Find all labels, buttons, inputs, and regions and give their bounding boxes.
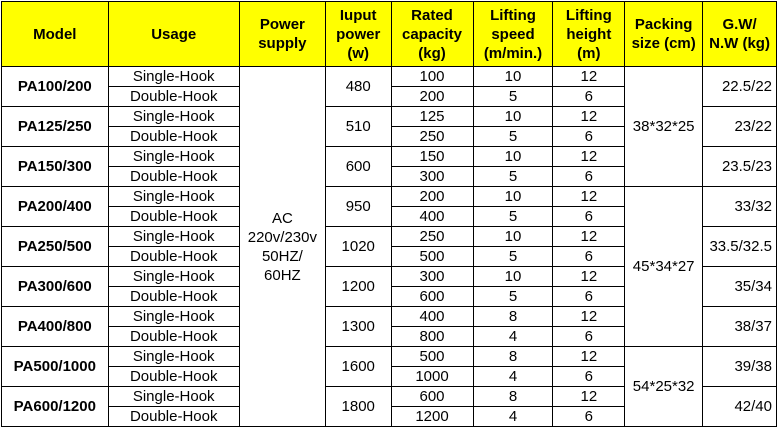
- power-supply-line: AC: [271, 209, 293, 227]
- lifting-height-cell: 6: [553, 327, 625, 347]
- rated-capacity-cell: 400: [391, 207, 473, 227]
- power-supply-line: 50HZ/: [261, 247, 303, 265]
- power-supply-cell: [239, 67, 325, 427]
- usage-cell: Double-Hook: [108, 207, 239, 227]
- lifting-speed-cell: 5: [473, 87, 553, 107]
- input-power-cell: 1600: [325, 347, 391, 387]
- gw-nw-cell: 33.5/32.5: [703, 227, 777, 267]
- rated-capacity-cell: 1000: [391, 367, 473, 387]
- rated-capacity-cell: 600: [391, 287, 473, 307]
- header-line: (kg): [418, 44, 446, 62]
- power-supply-line: 220v/230v: [247, 228, 317, 246]
- header-gw-nw: [703, 2, 777, 67]
- lifting-height-cell: 6: [553, 207, 625, 227]
- lifting-height-cell: 12: [553, 187, 625, 207]
- rated-capacity-cell: 500: [391, 247, 473, 267]
- header-packing-size: [625, 2, 703, 67]
- lifting-height-cell: 12: [553, 307, 625, 327]
- header-line: power: [336, 25, 381, 43]
- gw-nw-cell: 42/40: [703, 387, 777, 427]
- model-cell: PA400/800: [2, 307, 109, 347]
- table-row: [2, 347, 777, 367]
- lifting-speed-cell: 5: [473, 167, 553, 187]
- table-row: [2, 187, 777, 207]
- usage-cell: Double-Hook: [108, 287, 239, 307]
- header-line: (m/min.): [483, 44, 543, 62]
- lifting-speed-cell: 10: [473, 187, 553, 207]
- lifting-height-cell: 12: [553, 107, 625, 127]
- usage-cell: Single-Hook: [108, 347, 239, 367]
- header-power-supply: [239, 2, 325, 67]
- gw-nw-cell: 39/38: [703, 347, 777, 387]
- header-line: speed: [491, 25, 535, 43]
- rated-capacity-cell: 100: [391, 67, 473, 87]
- input-power-cell: 480: [325, 67, 391, 107]
- lifting-height-cell: 12: [553, 67, 625, 87]
- input-power-cell: 1300: [325, 307, 391, 347]
- input-power-cell: 1800: [325, 387, 391, 427]
- header-line: G.W/: [722, 16, 757, 33]
- rated-capacity-cell: 125: [391, 107, 473, 127]
- rated-capacity-cell: 300: [391, 167, 473, 187]
- header-line: size (cm): [631, 35, 696, 52]
- usage-cell: Single-Hook: [108, 267, 239, 287]
- lifting-height-cell: 6: [553, 407, 625, 427]
- header-line: Packing: [634, 16, 693, 33]
- lifting-speed-cell: 5: [473, 247, 553, 267]
- model-cell: PA200/400: [2, 187, 109, 227]
- input-power-cell: 600: [325, 147, 391, 187]
- lifting-speed-cell: 8: [473, 307, 553, 327]
- lifting-speed-cell: 10: [473, 107, 553, 127]
- lifting-height-cell: 6: [553, 287, 625, 307]
- lifting-height-cell: 6: [553, 367, 625, 387]
- rated-capacity-cell: 800: [391, 327, 473, 347]
- rated-capacity-cell: 600: [391, 387, 473, 407]
- lifting-speed-cell: 5: [473, 287, 553, 307]
- lifting-speed-cell: 5: [473, 127, 553, 147]
- gw-nw-cell: 23.5/23: [703, 147, 777, 187]
- usage-cell: Double-Hook: [108, 367, 239, 387]
- model-cell: PA250/500: [2, 227, 109, 267]
- gw-nw-cell: 38/37: [703, 307, 777, 347]
- usage-cell: Single-Hook: [108, 147, 239, 167]
- usage-cell: Double-Hook: [108, 247, 239, 267]
- usage-cell: Double-Hook: [108, 127, 239, 147]
- input-power-cell: 1020: [325, 227, 391, 267]
- usage-cell: Double-Hook: [108, 167, 239, 187]
- lifting-height-cell: 6: [553, 247, 625, 267]
- rated-capacity-cell: 300: [391, 267, 473, 287]
- model-cell: PA500/1000: [2, 347, 109, 387]
- model-cell: PA300/600: [2, 267, 109, 307]
- lifting-speed-cell: 10: [473, 227, 553, 247]
- gw-nw-cell: 35/34: [703, 267, 777, 307]
- packing-size-cell: 45*34*27: [625, 187, 703, 347]
- lifting-height-cell: 6: [553, 167, 625, 187]
- packing-size-cell: 38*32*25: [625, 67, 703, 187]
- rated-capacity-cell: 1200: [391, 407, 473, 427]
- header-rated-capacity: [391, 2, 473, 67]
- lifting-height-cell: 12: [553, 147, 625, 167]
- header-input-power: [325, 2, 391, 67]
- lifting-speed-cell: 5: [473, 207, 553, 227]
- lifting-speed-cell: 10: [473, 67, 553, 87]
- lifting-height-cell: 12: [553, 227, 625, 247]
- rated-capacity-cell: 500: [391, 347, 473, 367]
- lifting-speed-cell: 10: [473, 267, 553, 287]
- gw-nw-cell: 33/32: [703, 187, 777, 227]
- gw-nw-cell: 23/22: [703, 107, 777, 147]
- lifting-speed-cell: 10: [473, 147, 553, 167]
- rated-capacity-cell: 250: [391, 227, 473, 247]
- rated-capacity-cell: 200: [391, 187, 473, 207]
- header-line: supply: [258, 35, 307, 52]
- lifting-height-cell: 12: [553, 267, 625, 287]
- header-line: height: [566, 25, 612, 43]
- spec-table: [1, 1, 777, 427]
- usage-cell: Single-Hook: [108, 187, 239, 207]
- table-body: [2, 67, 777, 427]
- lifting-height-cell: 6: [553, 127, 625, 147]
- header-lifting-speed: [473, 2, 553, 67]
- lifting-speed-cell: 4: [473, 407, 553, 427]
- usage-cell: Double-Hook: [108, 87, 239, 107]
- rated-capacity-cell: 200: [391, 87, 473, 107]
- input-power-cell: 1200: [325, 267, 391, 307]
- header-lifting-height: [553, 2, 625, 67]
- model-cell: PA100/200: [2, 67, 109, 107]
- header-model: Model: [2, 2, 109, 67]
- header-row: [2, 2, 777, 67]
- header-usage: Usage: [108, 2, 239, 67]
- lifting-height-cell: 12: [553, 387, 625, 407]
- header-line: (w): [347, 44, 370, 62]
- header-line: Power: [259, 16, 305, 33]
- model-cell: PA150/300: [2, 147, 109, 187]
- rated-capacity-cell: 400: [391, 307, 473, 327]
- usage-cell: Double-Hook: [108, 327, 239, 347]
- lifting-speed-cell: 4: [473, 367, 553, 387]
- rated-capacity-cell: 250: [391, 127, 473, 147]
- power-supply-line: 60HZ: [264, 266, 301, 284]
- input-power-cell: 950: [325, 187, 391, 227]
- lifting-height-cell: 12: [553, 347, 625, 367]
- header-line: Rated: [411, 6, 453, 24]
- usage-cell: Single-Hook: [108, 67, 239, 87]
- table-row: [2, 67, 777, 87]
- usage-cell: Double-Hook: [108, 407, 239, 427]
- lifting-speed-cell: 8: [473, 347, 553, 367]
- lifting-speed-cell: 4: [473, 327, 553, 347]
- usage-cell: Single-Hook: [108, 307, 239, 327]
- header-line: capacity: [401, 25, 463, 43]
- header-line: Lifting: [565, 6, 612, 24]
- packing-size-cell: 54*25*32: [625, 347, 703, 427]
- header-line: (m): [577, 44, 601, 62]
- rated-capacity-cell: 150: [391, 147, 473, 167]
- input-power-cell: 510: [325, 107, 391, 147]
- gw-nw-cell: 22.5/22: [703, 67, 777, 107]
- usage-cell: Single-Hook: [108, 387, 239, 407]
- model-cell: PA125/250: [2, 107, 109, 147]
- lifting-speed-cell: 8: [473, 387, 553, 407]
- header-line: N.W (kg): [709, 35, 770, 52]
- usage-cell: Single-Hook: [108, 107, 239, 127]
- usage-cell: Single-Hook: [108, 227, 239, 247]
- header-line: Lifting: [490, 6, 536, 24]
- lifting-height-cell: 6: [553, 87, 625, 107]
- model-cell: PA600/1200: [2, 387, 109, 427]
- header-line: Iuput: [339, 6, 377, 24]
